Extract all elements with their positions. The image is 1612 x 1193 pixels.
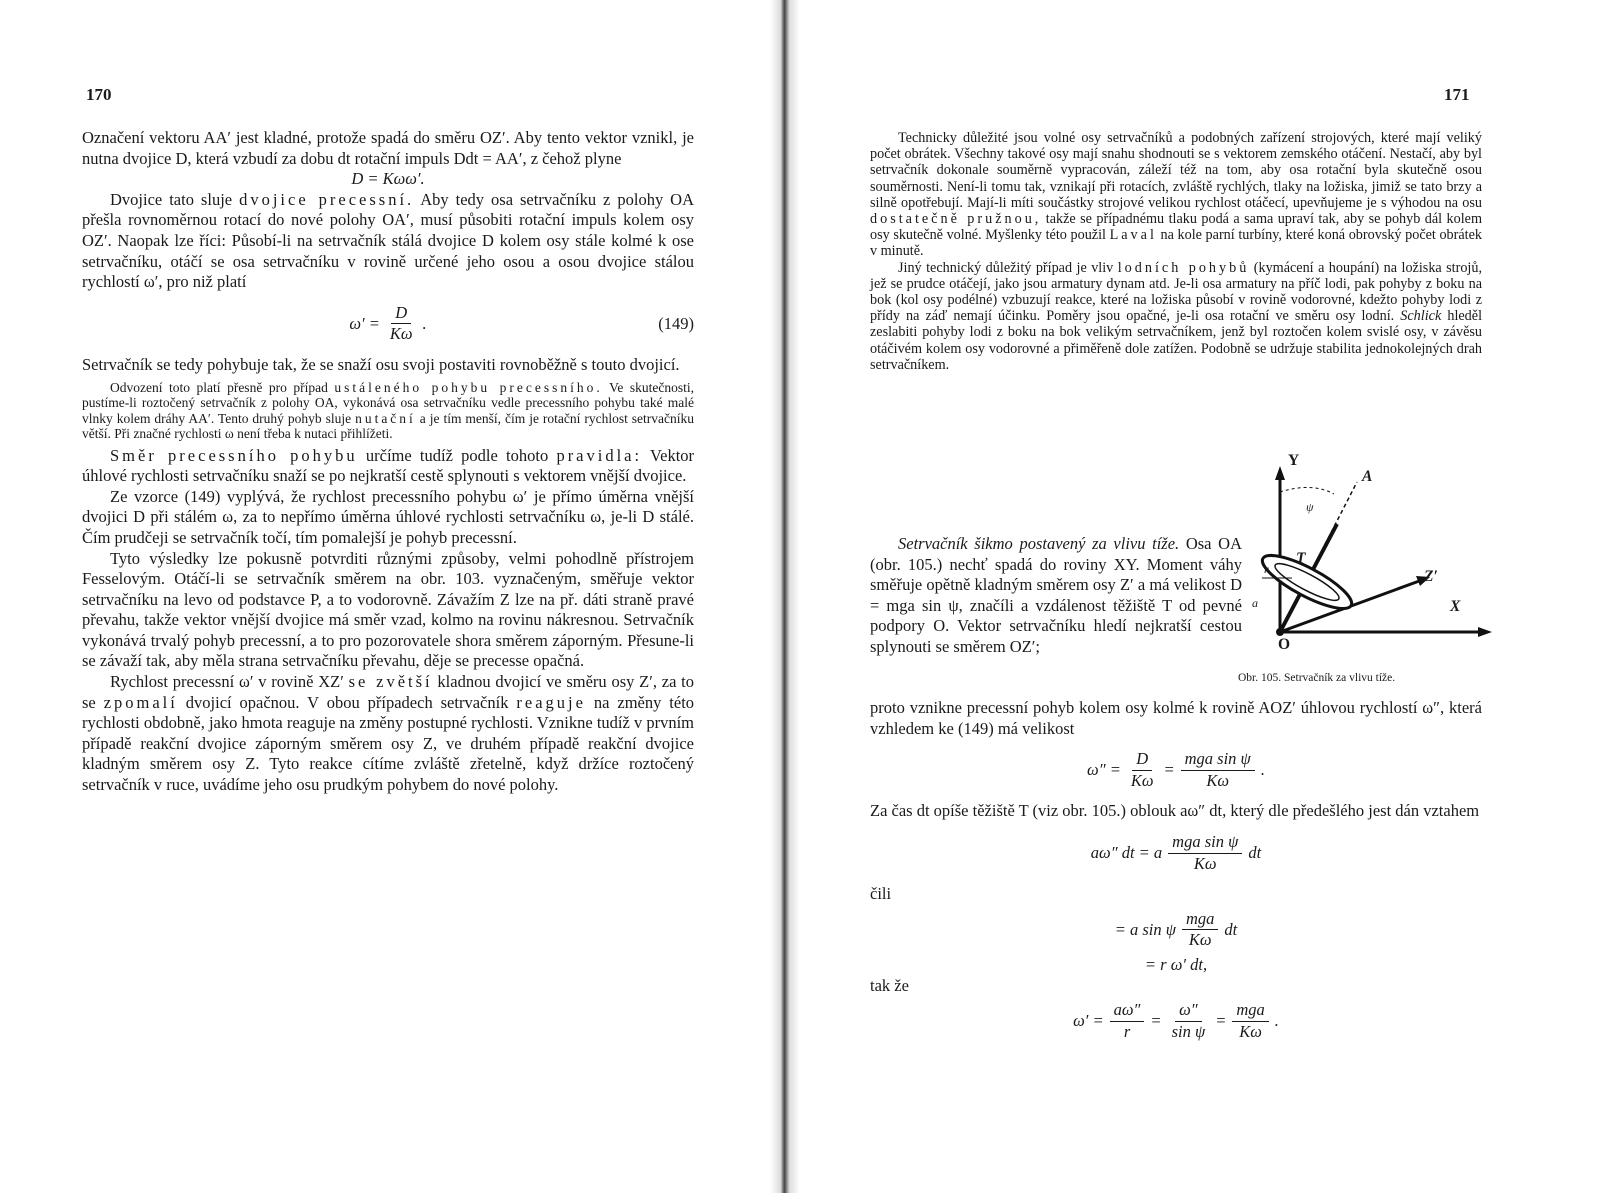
paragraph: proto vznikne precessní pohyb kolem osy kolmé k rovině AOZ′ úhlovou rychlostí ω″, která vzhledem ke (149) má velikost xyxy=(870,698,1482,738)
paragraph: Setrvačník se tedy pohybuje tak, že se snaží osu svoji postaviti rovnoběžně s touto dvojicí. xyxy=(82,354,680,374)
equation-number: (149) xyxy=(658,313,694,333)
equation-149: ω′ = $\frac{D}{K\omega}$ . (149) xyxy=(349,302,694,344)
point-label-a: A xyxy=(1362,468,1373,485)
equation: D = Kωω′. xyxy=(351,169,425,189)
book-gutter xyxy=(770,0,800,1193)
word-tak-ze: tak že xyxy=(870,975,909,995)
paragraph: Technicky důležité jsou volné osy setrvačníků a podobných zařízení strojových, které mají veliký počet obrátek. Všechny takové osy mají snahu shodnouti se s vektorem zemského otáčení. Nestačí, aby byl setrvačník dokonale souměrně vypracován, záleží též na tom, aby osa rotační byla skutečně osou souměrnosti. Není-li tomu tak, vznikají při rotacích, zvláště rychlých, tlaky na ložiska, jimiž se tato brzy a silně opotřebují. Mají-li míti součástky strojové velikou rychlost otáčecí, upevňujeme je s výhodou na osu dostatečně pružnou, takže se případnému tlaku podá a sama upraví tak, aby se pohyb dál kolem osy skutečně volné. Myšlenky této použil Laval na kole parní turbíny, které koná obrovský počet obrátek v minutě. xyxy=(870,130,1483,260)
paragraph: Označení vektoru AA′ jest kladné, protože spadá do směru OZ′. Aby tento vektor vznikl, je nutna dvojice D, která vzbudí za dobu dt rotační impuls Ddt = AA′, z čehož plyne xyxy=(82,128,694,168)
word-cili: čili xyxy=(870,884,892,904)
page-number-right: 171 xyxy=(1444,85,1470,104)
origin-label-o: O xyxy=(1278,636,1291,653)
paragraph: Za čas dt opíše těžiště T (viz obr. 105.) oblouk aω″ dt, který dle předešlého jest dán vztahem xyxy=(870,801,1480,821)
axis-label-z: Z′ xyxy=(1424,568,1438,585)
equation: ω′ = $\frac{a\omega''}{r}$ = $\frac{\omega''}{\text{sin ψ}}$ = $\frac{\text{mga}}{K\omega}$ . xyxy=(1073,1000,1279,1041)
left-page-body xyxy=(82,128,694,796)
right-page-top-body xyxy=(870,130,1482,373)
equation: = a sin ψ $\frac{\text{mga}}{K\omega}$ dt xyxy=(1114,908,1238,950)
label-r: r xyxy=(1264,562,1269,576)
equation: ω″ = $\frac{D}{K\omega}$ = $\frac{\text{mga sin ψ}}{K\omega}$ . xyxy=(1087,749,1265,790)
axis-label-x: X xyxy=(1450,598,1461,615)
left-page xyxy=(0,0,770,1193)
angle-label-psi: ψ xyxy=(1306,500,1314,514)
axis-label-y: Y xyxy=(1288,452,1300,469)
paragraph: Jiný technický důležitý případ je vliv lodních pohybů (kymácení a houpání) na ložiska strojů, jež se prudce otáčejí, jako jsou armatury dynam atd. Je-li osa armatury na příč lodi, pak pohyby z boku na bok (kol osy podélné) vzbuzují reakce, které na ložiska působí v rovině vodorovné, kdežto pohyby lodi z přídy na záď nemají účinku. Poměry jsou opačné, je-li osa rotační ve směru osy lodní. Schlick hleděl zeslabiti pohyby lodi z boku na bok velikým setrvačníkem, jenž byl roztočen kolem svislé osy, v závěsu otáčivém kolem osy vodorovné a přiměřeně dole zatížen. Podobně se udržuje stabilita jednokolejných drah setrvačníkem. xyxy=(870,259,1483,373)
page-number-left: 170 xyxy=(86,85,112,104)
small-paragraph: Odvození toto platí přesně pro případ ustáleného pohybu precessního. Ve skutečnosti, pustíme-li roztočený setrvačník z polohy OA, vykonává osa setrvačníku vedle precessního pohybu také malé vlnky kolem dráhy AA′. Tento druhý pohyb sluje nutační a je tím menší, čím je rotační rychlost setrvačníku větší. Při značné rychlosti ω není třeba k nutaci přihlížeti. xyxy=(82,379,695,442)
paragraph: Setrvačník šikmo postavený za vlivu tíže. Osa OA (obr. 105.) nechť spadá do roviny XY. Moment váhy směřuje opětně kladným směrem osy Z′ a má velikost D = mga sin ψ, značíli a vzdálenost těžiště T od pevné podpory O. Vektor setrvačníku hledí nejkratší cestou splynouti se směrem OZ′; xyxy=(870,534,1242,656)
paragraph: Tyto výsledky lze pokusně potvrditi různými způsoby, velmi pohodlně přístrojem Fesselovým. Otáčí-li se setrvačník směrem na obr. 103. vyznačeným, směřuje vektor setrvačníku na levo od podstavce P, a to vodorovně. Závažím Z lze na př. dáti straně pravé převahu, takže vektor vnější dvojice má směr vzad, kolmo na rovinu nákresnou. Setrvačník vykonává trvalý pohyb precessní, a to pro pozorovatele shora směrem záporným. Přesune-li se závaží tak, aby měla strana setrvačníku převahu, děje se precesse opačná. xyxy=(82,548,694,671)
figure-105 xyxy=(1252,452,1492,662)
paragraph: Směr precessního pohybu určíme tudíž podle tohoto pravidla: Vektor úhlové rychlosti setrvačníku snaží se po nejkratší cestě splynouti s vektorem vnější dvojice. xyxy=(82,445,695,486)
right-page-bottom-body xyxy=(870,698,1482,1046)
equation: = r ω′ dt, xyxy=(1144,954,1208,974)
paragraph: Rychlost precessní ω′ v rovině XZ′ se zvětší kladnou dvojicí ve směru osy Z′, za to se zpomalí dvojicí opačnou. V obou případech setrvačník reaguje na změny této rychlosti obdobně, jako hmota reaguje na změny postupné rychlosti. Vznikne tudíž v prvním případě reakční dvojice záporným směrem osy Z, ve druhém případě reakční dvojice kladným směrem osy Z. Tyto reakce cítíme zvláště zřetelně, když držíce roztočený setrvačník v ruce, uvádíme jeho osu prudkým pohybem do nové polohy. xyxy=(82,672,695,795)
paragraph: Ze vzorce (149) vyplývá, že rychlost precessního pohybu ω′ je přímo úměrna vnější dvojici D při stálém ω, za to nepřímo úměrna úhlové rychlosti setrvačníku ω, je-li D stálé. Čím prudčeji se setrvačník točí, tím pomalejší je pohyb precessní. xyxy=(82,486,694,547)
equation: aω″ dt = a $\frac{\text{mga sin ψ}}{K\omega}$ dt xyxy=(1090,831,1262,873)
center-label-t: T xyxy=(1296,550,1306,567)
paragraph: Dvojice tato sluje dvojice precessní. Aby tedy osa setrvačníku z polohy OA přešla rovnoměrnou rotací do nové polohy OA′, musí působiti rotační impuls kolem osy OZ′. Naopak lze říci: Působí-li na setrvačník stálá dvojice D kolem osy stále kolmé k ose setrvačníku, otáčí se osa setrvačníku v rovině určené jeho osou a osou dvojice stálou rychlostí ω′, pro niž platí xyxy=(82,189,695,292)
figure-caption: Obr. 105. Setrvačník za vlivu tíže. xyxy=(1238,672,1396,684)
label-a: a xyxy=(1252,596,1258,610)
right-page-wrapped-text xyxy=(870,534,1242,658)
